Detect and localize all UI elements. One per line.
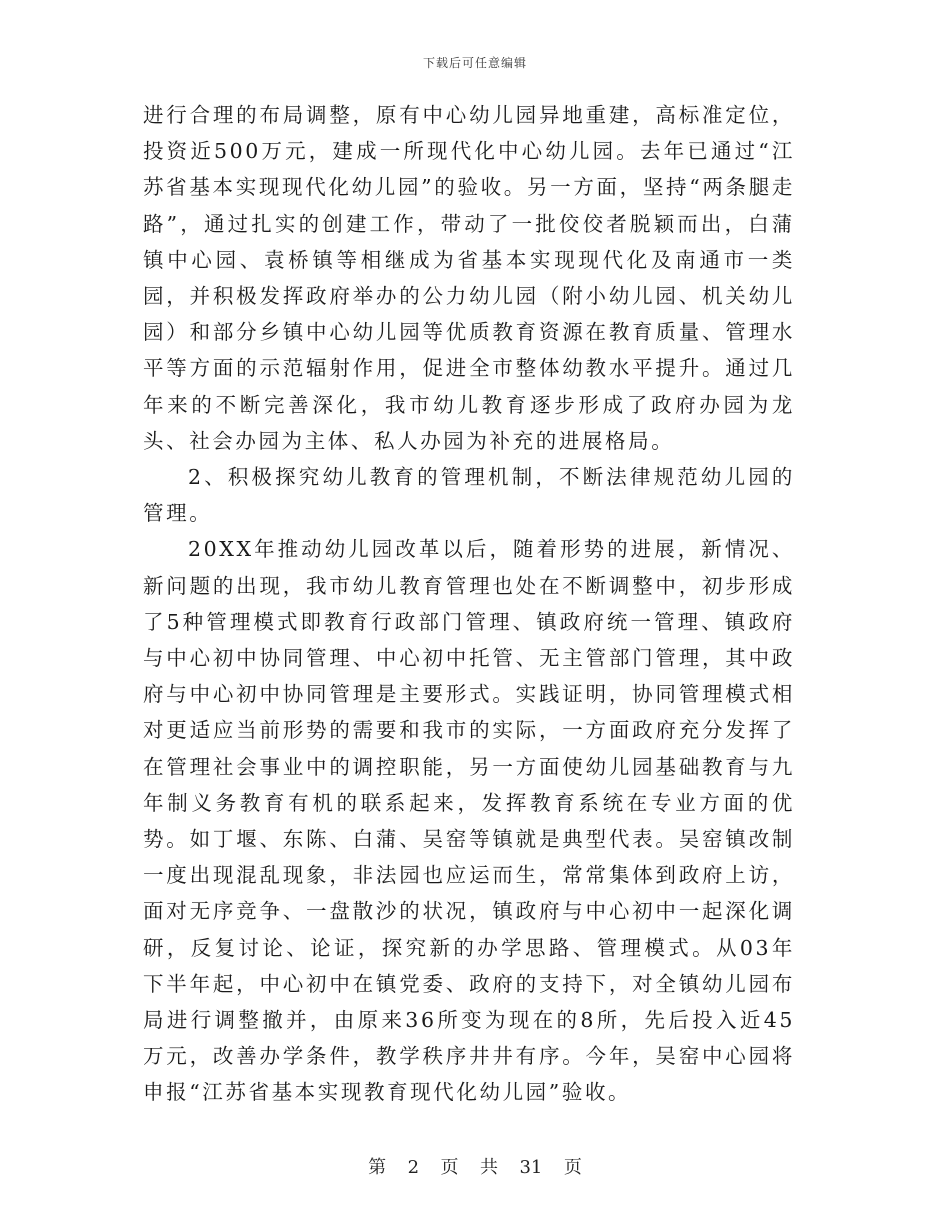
paragraph: 20XX年推动幼儿园改革以后，随着形势的进展，新情况、新问题的出现，我市幼儿教育管理也处在不断调整中，初步形成了5种管理模式即教育行政部门管理、镇政府统一管理、镇政府与中心初中协同管理、中心初中托管、无主管部门管理，其中政府与中心初中协同管理是主要形式。实践证明，协同管理模式相对更适应当前形势的需要和我市的实际，一方面政府充分发挥了在管理社会事业中的调控职能，另一方面使幼儿园基础教育与九年制义务教育有机的联系起来，发挥教育系统在专业方面的优势。如丁堰、东陈、白蒲、吴窑等镇就是典型代表。吴窑镇改制一度出现混乱现象，非法园也应运而生，常常集体到政府上访，面对无序竞争、一盘散沙的状况，镇政府与中心初中一起深化调研，反复讨论、论证，探究新的办学思路、管理模式。从03年下半年起，中心初中在镇党委、政府的支持下，对全镇幼儿园布局进行调整撤并，由原来36所变为现在的8所，先后投入近45万元，改善办学条件，教学秩序井井有序。今年，吴窑中心园将申报“江苏省基本实现教育现代化幼儿园”验收。: [143, 537, 795, 1105]
header-note: 下载后可任意编辑: [422, 56, 527, 70]
paragraph-continuation: 进行合理的布局调整，原有中心幼儿园异地重建，高标准定位，投资近500万元，建成一所现代化中心幼儿园。去年已通过“江苏省基本实现现代化幼儿园”的验收。另一方面，坚持“两条腿走路”，通过扎实的创建工作，带动了一批佼佼者脱颖而出，白蒲镇中心园、袁桥镇等相继成为省基本实现现代化及南通市一类园，并积极发挥政府举办的公力幼儿园（附小幼儿园、机关幼儿园）和部分乡镇中心幼儿园等优质教育资源在教育质量、管理水平等方面的示范辐射作用，促进全市整体幼教水平提升。通过几年来的不断完善深化，我市幼儿教育逐步形成了政府办园为龙头、社会办园为主体、私人办园为补充的进展格局。: [143, 103, 795, 453]
footer-page-word: 页: [440, 1157, 459, 1178]
footer-suffix: 页: [563, 1157, 582, 1178]
footer-prefix: 第: [368, 1157, 387, 1178]
footer-total-pages: 31: [519, 1157, 543, 1178]
footer-total-word: 共: [480, 1157, 498, 1178]
document-body: [143, 97, 795, 1111]
section-heading: 2、积极探究幼儿教育的管理机制，不断法律规范幼儿园的管理。: [143, 465, 795, 526]
page-footer: [0, 1153, 950, 1179]
footer-page-number: 2: [407, 1157, 420, 1178]
